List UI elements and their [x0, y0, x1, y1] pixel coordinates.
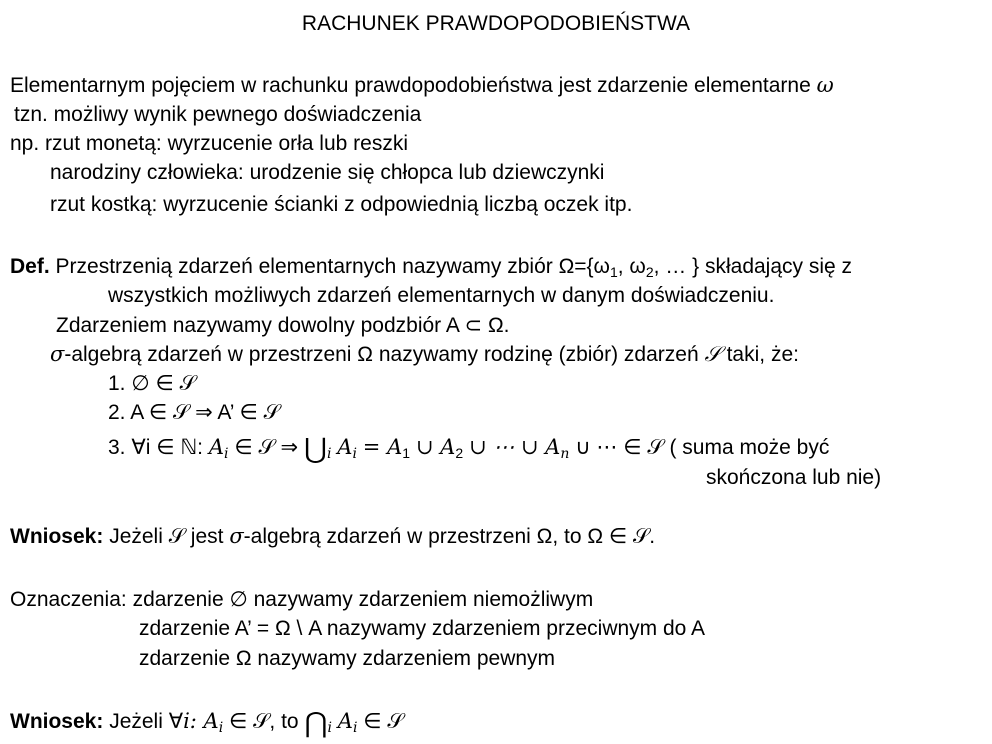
subscript: i: [326, 446, 332, 462]
wniosek-1: [10, 526, 655, 547]
definition-line-1: [10, 255, 853, 280]
condition-2: 2. A ∈ 𝒮 ⇒ A’ ∈ 𝒮: [108, 401, 280, 424]
set-a: ∪ A: [415, 435, 456, 459]
wniosek-2: [10, 706, 404, 739]
intro-line-1: [10, 75, 834, 96]
notation-line-2: zdarzenie A’ = Ω \ A nazywamy zdarzeniem przeciwnym do A: [139, 617, 706, 640]
wniosek-text: ∈ 𝒮: [363, 710, 404, 733]
sigma-symbol: σ: [229, 524, 244, 548]
subscript: 1: [609, 264, 618, 280]
wniosek-text: Jeżeli 𝒮 jest: [109, 525, 224, 548]
notation-line-1: Oznaczenia: zdarzenie ∅ nazywamy zdarzeniem niemożliwym: [10, 588, 594, 611]
definition-label: Def.: [10, 255, 50, 278]
subscript: 2: [645, 264, 654, 280]
set-a: A: [337, 435, 353, 459]
union-symbol: ⋃: [304, 432, 327, 465]
separator: , ω: [617, 255, 646, 278]
intro-text: Elementarnym pojęciem w rachunku prawdopodobieństwa jest zdarzenie elementarne: [10, 74, 811, 97]
subscript: i: [352, 446, 357, 462]
definition-text: -algebrą zdarzeń w przestrzeni Ω nazywamy rodzinę (zbiór) zdarzeń: [64, 343, 699, 366]
condition-text: 3. ∀i ∈ ℕ:: [108, 436, 203, 459]
set-a: = A: [362, 435, 403, 459]
wniosek-text: Jeżeli ∀: [109, 710, 184, 733]
condition-text: ∈ 𝒮 ⇒: [234, 436, 299, 459]
condition-text: ∪ ⋯ ∈ 𝒮: [575, 436, 664, 459]
notation-line-3: zdarzenie Ω nazywamy zdarzeniem pewnym: [139, 647, 556, 670]
condition-note: ( suma może być: [669, 436, 830, 459]
intro-line-2: tzn. możliwy wynik pewnego doświadczenia: [14, 103, 422, 126]
wniosek-text: -algebrą zdarzeń w przestrzeni Ω, to Ω ∈ 𝒮.: [243, 525, 656, 548]
page-title: RACHUNEK PRAWDOPODOBIEŃSTWA: [301, 12, 691, 35]
s-symbol: 𝒮: [704, 342, 721, 366]
definition-text-end: taki, że:: [726, 343, 799, 366]
wniosek-text: ∈ 𝒮, to: [229, 710, 299, 733]
i-symbol: i: [183, 709, 190, 733]
set-a: A: [208, 435, 225, 459]
subscript: i: [224, 446, 229, 462]
wniosek-label: Wniosek:: [10, 525, 104, 548]
wniosek-label: Wniosek:: [10, 710, 104, 733]
condition-1: 1. ∅ ∈ 𝒮: [108, 372, 196, 395]
definition-line-4: [50, 344, 799, 365]
omega-symbol: ω: [816, 73, 834, 97]
intro-line-5: rzut kostką: wyrzucenie ścianki z odpowiednią liczbą oczek itp.: [50, 193, 633, 216]
definition-line-2: wszystkich możliwych zdarzeń elementarnych w danym doświadczeniu.: [108, 284, 775, 307]
subscript: 1: [402, 445, 411, 461]
sigma-symbol: σ: [50, 342, 65, 366]
intro-line-4: narodziny człowieka: urodzenie się chłopca lub dziewczynki: [50, 161, 605, 184]
condition-3-note: skończona lub nie): [706, 466, 882, 489]
intersection-symbol: ⋂: [304, 706, 328, 739]
subscript: i: [352, 720, 358, 736]
set-a: A: [337, 709, 353, 733]
condition-3: [108, 432, 830, 465]
subscript: i: [218, 720, 224, 736]
subscript: n: [560, 446, 570, 462]
definition-text-end: , … } składający się z: [653, 255, 853, 278]
subscript: i: [327, 720, 332, 736]
set-a: : A: [189, 709, 219, 733]
definition-text: Przestrzenią zdarzeń elementarnych nazywamy zbiór Ω={ω: [55, 255, 610, 278]
definition-line-3: Zdarzeniem nazywamy dowolny podzbiór A ⊂ Ω.: [56, 314, 510, 337]
set-a: ∪ ⋯ ∪ A: [468, 435, 561, 459]
intro-line-3: np. rzut monetą: wyrzucenie orła lub reszki: [10, 132, 409, 155]
subscript: 2: [455, 445, 464, 461]
